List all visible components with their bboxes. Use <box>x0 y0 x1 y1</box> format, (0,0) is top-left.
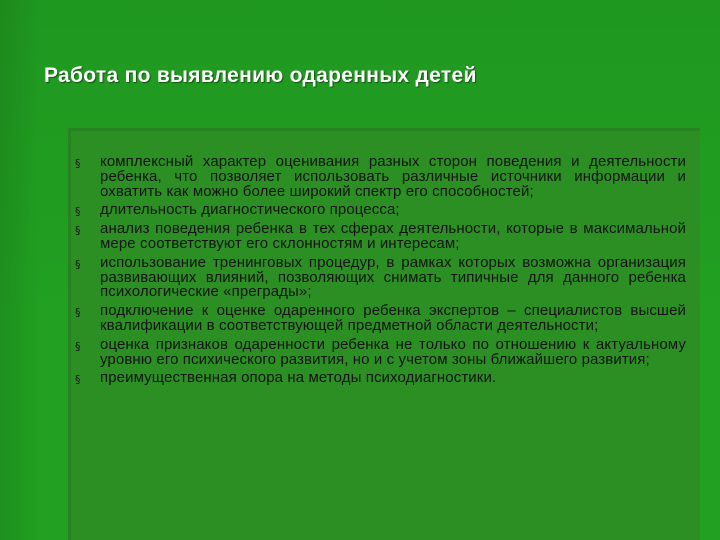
list-item <box>74 155 686 199</box>
list-item-text: длительность диагностического процесса; <box>100 201 400 219</box>
bullet-marker-icon: § <box>75 257 81 271</box>
list-item <box>74 203 686 218</box>
bullet-marker-icon: § <box>75 205 81 219</box>
list-item-text: комплексный характер оценивания разных сторон поведения и деятельности ребенка, что позволяет использовать различные источники информации и охватить как можно более широкий спектр его способностей; <box>100 153 686 200</box>
bullet-marker-icon: § <box>75 224 81 238</box>
bullet-marker-icon: § <box>75 373 81 387</box>
list-item-text: анализ поведения ребенка в тех сферах деятельности, которые в максимальной мере соответствуют его склонностям и интересам; <box>100 220 686 252</box>
list-item-text: преимущественная опора на методы психодиагностики. <box>100 369 497 387</box>
list-item <box>74 371 686 386</box>
bullet-list <box>74 155 686 390</box>
bullet-marker-icon: § <box>75 339 81 353</box>
list-item <box>74 304 686 334</box>
bullet-marker-icon: § <box>75 306 81 320</box>
list-item <box>74 335 686 368</box>
bullet-marker-icon: § <box>75 157 81 170</box>
list-item <box>74 222 686 252</box>
slide-title: Работа по выявлению одаренных детей <box>44 64 477 87</box>
list-item <box>74 253 686 301</box>
list-item-text: подключение к оценке одаренного ребенка экспертов – специалистов высшей квалификации в соответствующей предметной области деятельности; <box>100 302 686 334</box>
list-item-text: использование тренинговых процедур, в рамках которых возможна организация развивающих влияний, позволяющих снимать типичные для данного ребенка психологические «преграды»; <box>100 253 686 301</box>
list-item-text: оценка признаков одаренности ребенка не только по отношению к актуальному уровню его психического развития, но и с учетом зоны ближайшего развития; <box>100 335 686 368</box>
